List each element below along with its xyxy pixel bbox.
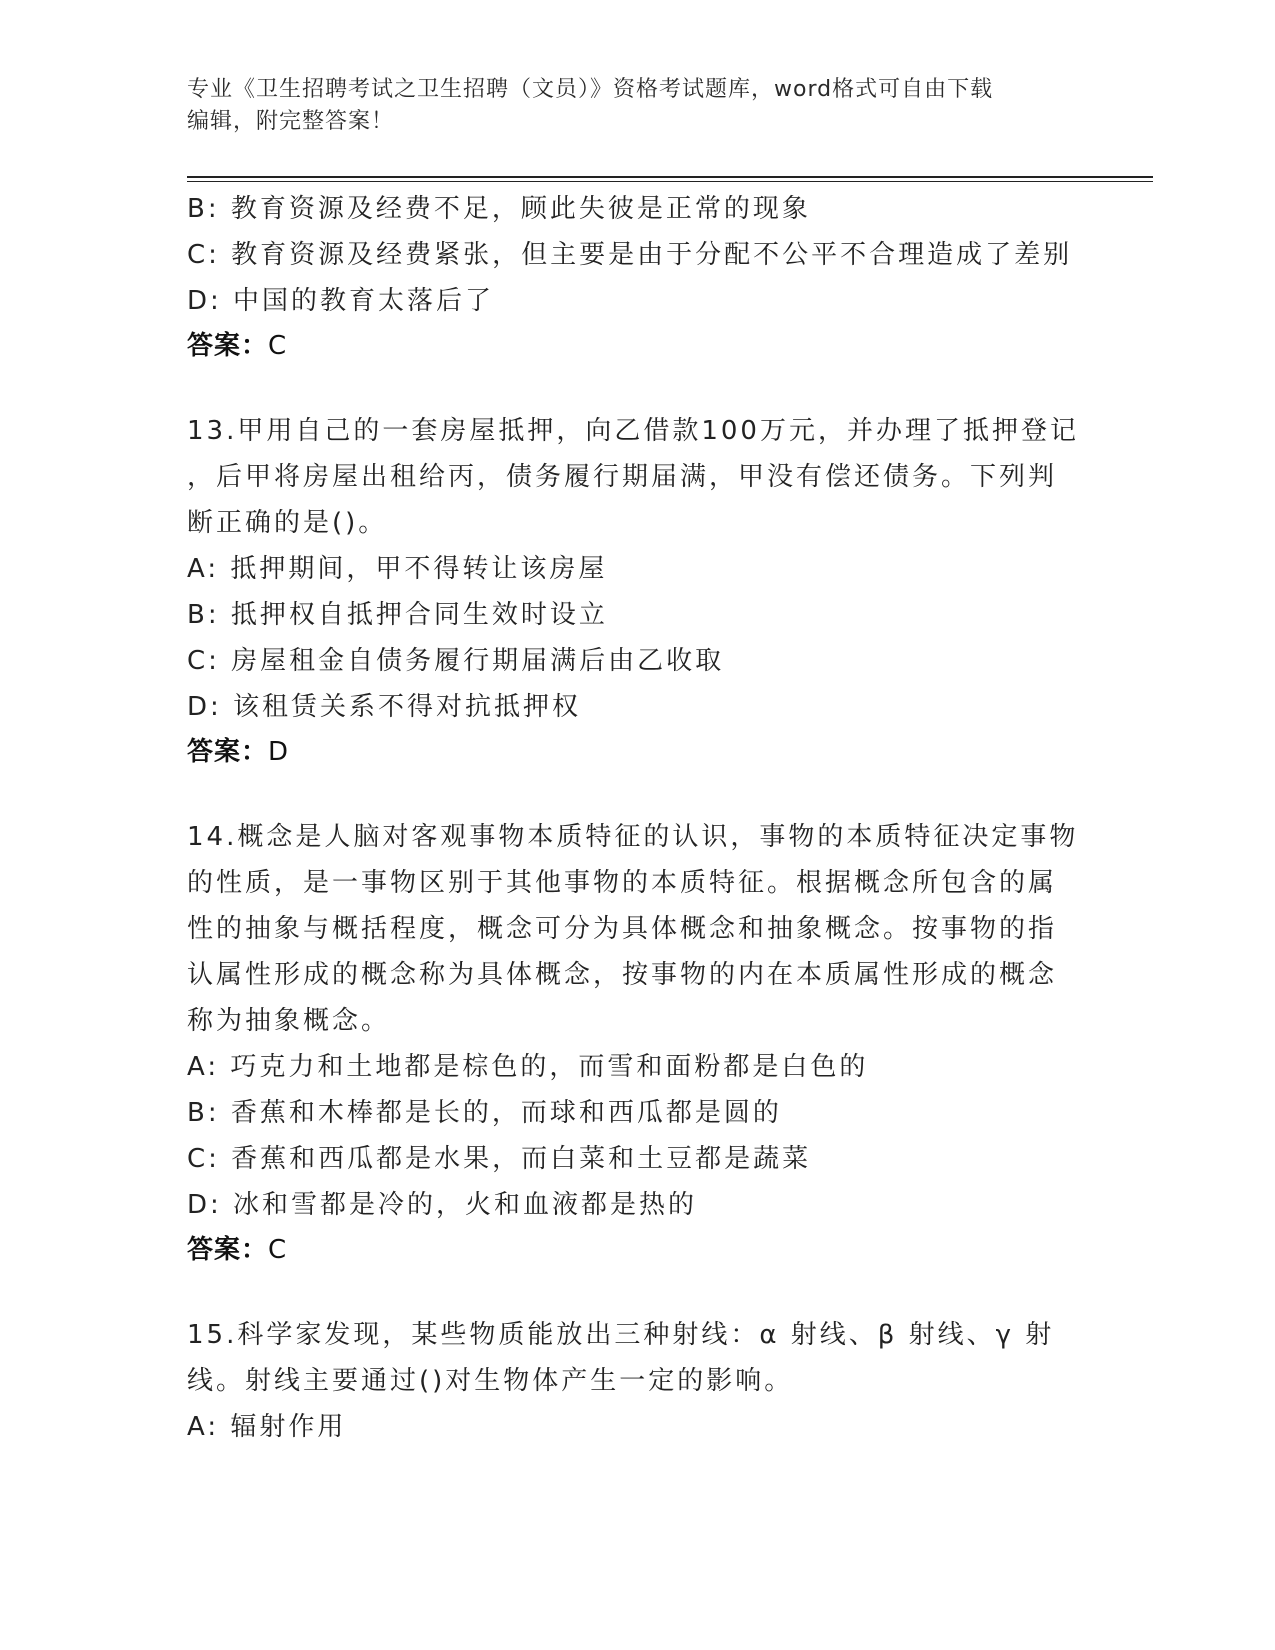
question-text-line: 称为抽象概念。	[187, 1006, 391, 1036]
answer-line	[187, 324, 1087, 368]
question-text-line: 断正确的是()。	[187, 508, 388, 538]
question-15	[187, 1312, 1087, 1450]
question-text-line: 13.甲用自己的一套房屋抵押，向乙借款100万元，并办理了抵押登记	[187, 416, 1079, 446]
option-c: C: 教育资源及经费紧张，但主要是由于分配不公平不合理造成了差别	[187, 240, 1073, 270]
option-d: D: 该租赁关系不得对抗抵押权	[187, 692, 582, 722]
option-a: A: 辐射作用	[187, 1412, 347, 1442]
option-a: A: 巧克力和土地都是棕色的，而雪和面粉都是白色的	[187, 1052, 869, 1082]
question-14	[187, 814, 1087, 1272]
document-body	[187, 186, 1087, 1450]
header-line-2: 编辑，附完整答案！	[187, 109, 395, 134]
spacer	[187, 1272, 1087, 1312]
question-text-line: 的性质，是一事物区别于其他事物的本质特征。根据概念所包含的属	[187, 868, 1058, 898]
option-b: B: 教育资源及经费不足，顾此失彼是正常的现象	[187, 194, 811, 224]
question-text-line: ，后甲将房屋出租给丙，债务履行期届满，甲没有偿还债务。下列判	[187, 462, 1058, 492]
question-text-line: 15.科学家发现，某些物质能放出三种射线：α 射线、β 射线、γ 射	[187, 1320, 1055, 1350]
option-c: C: 香蕉和西瓜都是水果，而白菜和土豆都是蔬菜	[187, 1144, 812, 1174]
answer-label: 答案：	[187, 737, 269, 767]
question-text	[187, 814, 1087, 1044]
answer-label: 答案：	[187, 331, 269, 361]
answer-line	[187, 730, 1087, 774]
question-text	[187, 1312, 1087, 1404]
header-line-1: 专业《卫生招聘考试之卫生招聘（文员）》资格考试题库，word格式可自由下载	[187, 77, 994, 102]
question-text-line: 线。射线主要通过()对生物体产生一定的影响。	[187, 1366, 794, 1396]
option-b: B: 香蕉和木棒都是长的，而球和西瓜都是圆的	[187, 1098, 782, 1128]
option-c: C: 房屋租金自债务履行期届满后由乙收取	[187, 646, 725, 676]
question-text-line: 14.概念是人脑对客观事物本质特征的认识，事物的本质特征决定事物	[187, 822, 1079, 852]
spacer	[187, 368, 1087, 408]
option-b: B: 抵押权自抵押合同生效时设立	[187, 600, 608, 630]
header-divider-thick	[187, 176, 1153, 178]
spacer	[187, 774, 1087, 814]
document-header	[187, 74, 1087, 138]
option-d: D: 冰和雪都是冷的，火和血液都是热的	[187, 1190, 698, 1220]
question-text	[187, 408, 1087, 546]
question-text-line: 认属性形成的概念称为具体概念，按事物的内在本质属性形成的概念	[187, 960, 1058, 990]
question-13	[187, 408, 1087, 774]
answer-value: C	[268, 331, 288, 361]
answer-value: D	[268, 737, 290, 767]
option-a: A: 抵押期间，甲不得转让该房屋	[187, 554, 608, 584]
option-d: D: 中国的教育太落后了	[187, 286, 495, 316]
answer-value: C	[268, 1235, 288, 1265]
answer-line	[187, 1228, 1087, 1272]
question-text-line: 性的抽象与概括程度，概念可分为具体概念和抽象概念。按事物的指	[187, 914, 1058, 944]
question-12-tail	[187, 186, 1087, 368]
answer-label: 答案：	[187, 1235, 269, 1265]
header-divider-thin	[187, 181, 1153, 182]
